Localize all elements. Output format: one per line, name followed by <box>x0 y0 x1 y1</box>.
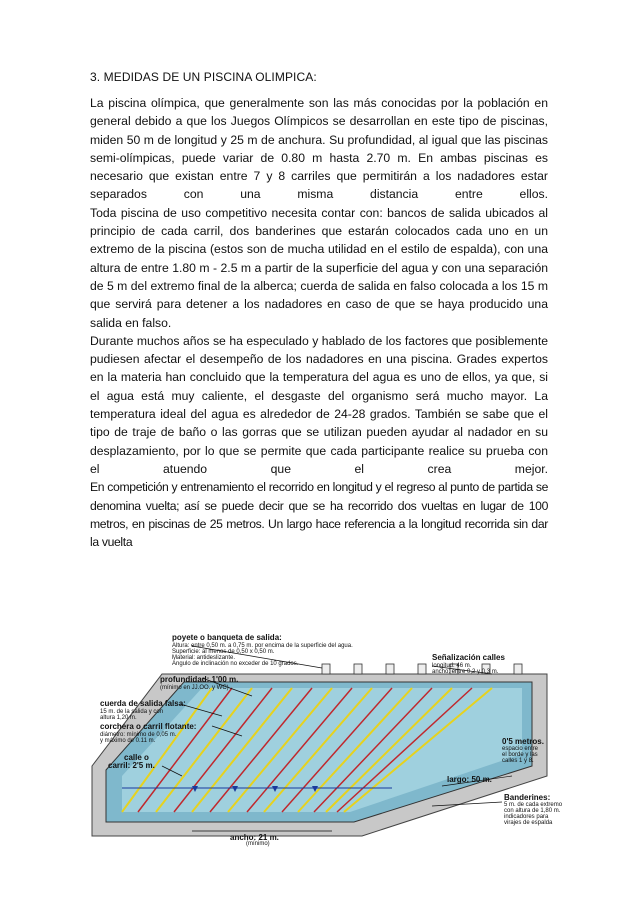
corchera-title: corchera o carril flotante: <box>100 722 197 731</box>
ancho-title: ancho: 21 m. <box>230 833 279 842</box>
senal-title: Señalización calles <box>432 653 505 662</box>
poyete-line1: Altura: entre 0,50 m. a 0,75 m. por encima de la superficie del agua. <box>172 643 353 649</box>
document-page <box>90 70 548 551</box>
paragraph-3: Durante muchos años se ha especulado y hablado de los factores que posiblemente pudiesen afectar el desempeño de los nadadores en una piscina. Grades expertos en la materia han concluido que la temperatura del agua es uno de ellos, ya que, si el agua está muy caliente, el desgaste del organismo será mucho mayor. La temperatura ideal del agua es alrededor de 24-28 grados. También se sabe que el tipo de traje de baño o las gorras que se utilizan pueden ayudar al nadador en su desplazamiento, por lo que se permite que cada participante realice su prueba con el atuendo que el crea mejor. <box>90 333 548 476</box>
cuerda-title: cuerda de salida falsa: <box>100 699 186 708</box>
poyete-line3: Material: antideslizante. <box>172 655 236 661</box>
prof-title: profundidad: 1'00 m. <box>160 675 239 684</box>
senal-line1: longitud: 46 m. <box>432 663 472 669</box>
largo-title: largo: 50 m. <box>447 775 492 784</box>
cuerda-line2: altura 1,20 m. <box>100 715 137 721</box>
poyete-line2: Superficie: al menos de 0,50 x 0,50 m. <box>172 649 275 655</box>
ancho-line1: (mínimo) <box>246 841 270 847</box>
cinco-title: 0'5 metros. <box>502 737 544 746</box>
cuerda-line1: 15 m. de la salida y con <box>100 709 164 715</box>
cinco-line3: calles 1 y 8. <box>502 758 534 764</box>
band-title: Banderines: <box>504 793 551 802</box>
paragraph-2: Toda piscina de uso competitivo necesita contar con: bancos de salida ubicados al principio de cada carril, dos banderines que estarán colocados cada uno en un extremo de la piscina (estos son de mucha utilidad en el estilo de espalda), con una altura de entre 1.80 m - 2.5 m a partir de la superficie del agua y con una separación de 5 m del extremo final de la alberca; cuerda de salida en falso colocada a los 15 m que servirá para detener a los nadadores en caso de que se haya producido una salida en falso. <box>90 205 548 330</box>
paragraph-4: En competición y entrenamiento el recorrido en longitud y el regreso al punto de partida se denomina vuelta; así se puede decir que se ha recorrido dos vueltas en lugar de 100 metros, en piscinas de 25 metros. Un largo hace referencia a la longitud recorrida sin dar la vuelta <box>90 480 548 550</box>
cinco-line2: el borde y las <box>502 752 538 758</box>
corchera-line2: y máximo de 0.11 m. <box>100 738 156 744</box>
prof-line1: (mínimo en JJ.OO. y WC) <box>160 685 229 691</box>
calle-title: calle o <box>124 753 149 762</box>
senal-line2: ancho: entre 0,2 y 0,3 m. <box>432 669 499 675</box>
poyete-line4: Ángulo de inclinación no exceder de 10 grados. <box>172 661 299 667</box>
paragraph-1: La piscina olímpica, que generalmente son las más conocidas por la población en general debido a que los Juegos Olímpicos se desarrollan en este tipo de piscinas, miden 50 m de longitud y 25 m de anchura. Su profundidad, al igual que las piscinas semi-olímpicas, puede variar de 0.80 m hasta 2.70 m. En ambas piscinas es necesario que existan entre 7 y 8 carriles que permitirán a los nadadores estar separados con una misma distancia entre ellos. <box>90 96 548 202</box>
band-line4: virajes de espalda <box>504 820 553 826</box>
corchera-line1: diámetro: mínimo de 0,05 m. <box>100 732 177 738</box>
calle-title2: carril: 2'5 m. <box>108 761 155 770</box>
band-line3: indicadores para <box>504 814 549 820</box>
olympic-pool-diagram <box>92 626 563 847</box>
cinco-line1: espacio entre <box>502 746 539 752</box>
band-line2: con altura de 1,80 m. <box>504 808 561 814</box>
section-heading: 3. MEDIDAS DE UN PISCINA OLIMPICA: <box>90 70 317 84</box>
poyete-title: poyete o banqueta de salida: <box>172 633 282 642</box>
band-line1: 5 m. de cada extremo <box>504 802 563 808</box>
pool-diagram-svg <box>92 626 563 847</box>
